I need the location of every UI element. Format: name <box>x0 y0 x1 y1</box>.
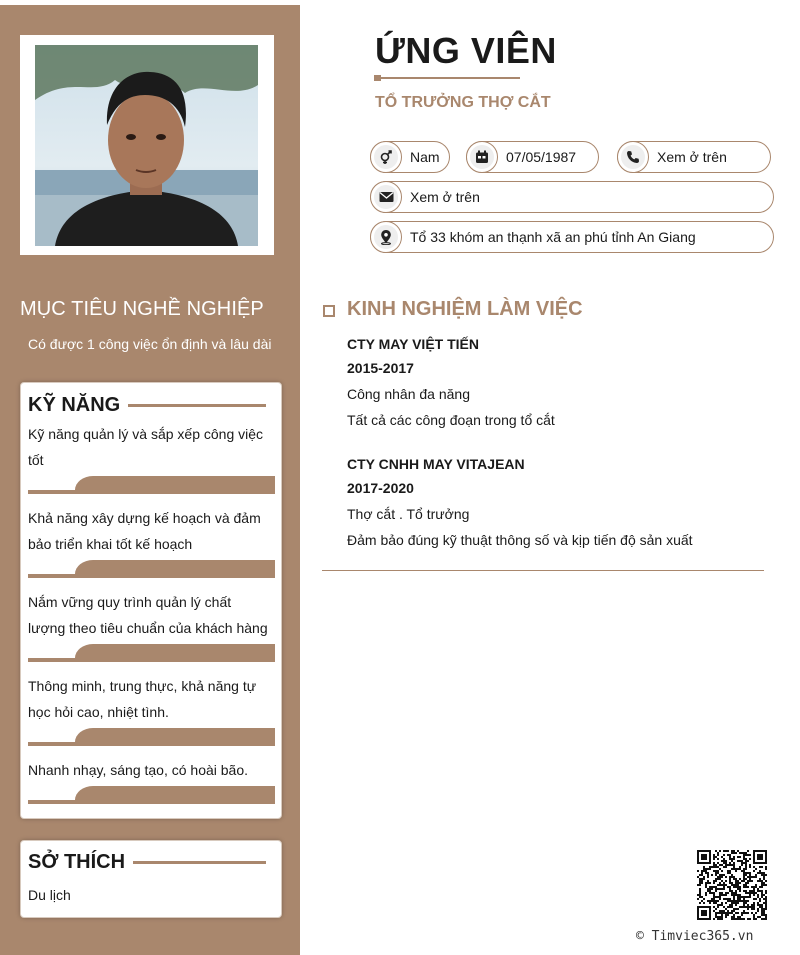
address-value: Tổ 33 khóm an thạnh xã an phú tỉnh An Giang <box>410 229 696 245</box>
gender-field <box>370 141 450 173</box>
experience-years: 2015-2017 <box>347 360 414 376</box>
envelope-icon <box>370 181 402 213</box>
hobby-item: Du lịch <box>28 887 71 903</box>
job-title: TỔ TRƯỞNG THỢ CẮT <box>375 94 551 111</box>
objective-text: Có được 1 công việc ổn định và lâu dài <box>28 336 272 352</box>
skill-item: Kỹ năng quản lý và sắp xếp công việc tốt <box>28 426 264 468</box>
experience-item <box>347 332 767 432</box>
skill-item: Khả năng xây dựng kế hoạch và đảm bảo triển khai tốt kế hoạch <box>28 510 261 552</box>
skills-title-rule <box>123 404 266 407</box>
location-pin-icon <box>370 221 402 253</box>
skill-level-fill <box>75 786 275 804</box>
gender-value: Nam <box>410 149 440 165</box>
sidebar <box>0 5 300 955</box>
skill-item: Nắm vững quy trình quản lý chất lượng theo tiêu chuẩn của khách hàng <box>28 594 268 636</box>
name-underline <box>375 77 520 79</box>
skills-card <box>20 382 282 819</box>
address-field <box>370 221 774 253</box>
hobbies-title-rule <box>128 861 266 864</box>
experience-position: Công nhân đa năng <box>347 386 470 402</box>
experience-company: CTY MAY VIỆT TIẾN <box>347 336 479 352</box>
profile-photo-image <box>35 45 258 246</box>
hobbies-card <box>20 840 282 918</box>
experience-item <box>347 452 767 552</box>
skill-level-fill <box>75 560 275 578</box>
skill-level-bar <box>28 476 272 494</box>
experience-years: 2017-2020 <box>347 480 414 496</box>
skill-level-bar <box>28 728 272 746</box>
birthday-field <box>466 141 599 173</box>
phone-icon <box>617 141 649 173</box>
experience-company: CTY CNHH MAY VITAJEAN <box>347 456 525 472</box>
objective-title: MỤC TIÊU NGHỀ NGHIỆP <box>20 298 264 320</box>
email-field <box>370 181 774 213</box>
skill-item: Thông minh, trung thực, khả năng tự học hỏi cao, nhiệt tình. <box>28 678 257 720</box>
experience-divider <box>322 570 764 571</box>
hobbies-title: SỞ THÍCH <box>28 851 133 874</box>
skill-level-fill <box>75 644 275 662</box>
skill-item: Nhanh nhạy, sáng tạo, có hoài bão. <box>28 762 249 778</box>
experience-description: Tất cả các công đoạn trong tổ cắt <box>347 412 555 428</box>
name-underline-dot <box>374 75 381 81</box>
calendar-icon <box>466 141 498 173</box>
birthday-value: 07/05/1987 <box>506 149 577 165</box>
skill-level-bar <box>28 644 272 662</box>
skill-level-bar <box>28 560 272 578</box>
skill-level-fill <box>75 476 275 494</box>
candidate-name: ỨNG VIÊN <box>375 30 557 71</box>
skill-level-fill <box>75 728 275 746</box>
profile-photo-frame <box>20 35 274 255</box>
qr-code <box>697 850 767 920</box>
phone-field <box>617 141 771 173</box>
experience-section-marker <box>323 305 335 317</box>
email-value: Xem ở trên <box>410 189 480 205</box>
skill-level-bar <box>28 786 272 804</box>
phone-value: Xem ở trên <box>657 149 727 165</box>
experience-title: KINH NGHIỆM LÀM VIỆC <box>347 298 583 320</box>
profile-photo <box>35 45 258 246</box>
experience-description: Đảm bảo đúng kỹ thuật thông số và kịp tiến độ sản xuất <box>347 532 693 548</box>
copyright: © Timviec365.vn <box>636 929 754 944</box>
experience-position: Thợ cắt . Tổ trưởng <box>347 506 470 522</box>
skills-title: KỸ NĂNG <box>28 394 128 417</box>
gender-icon <box>370 141 402 173</box>
